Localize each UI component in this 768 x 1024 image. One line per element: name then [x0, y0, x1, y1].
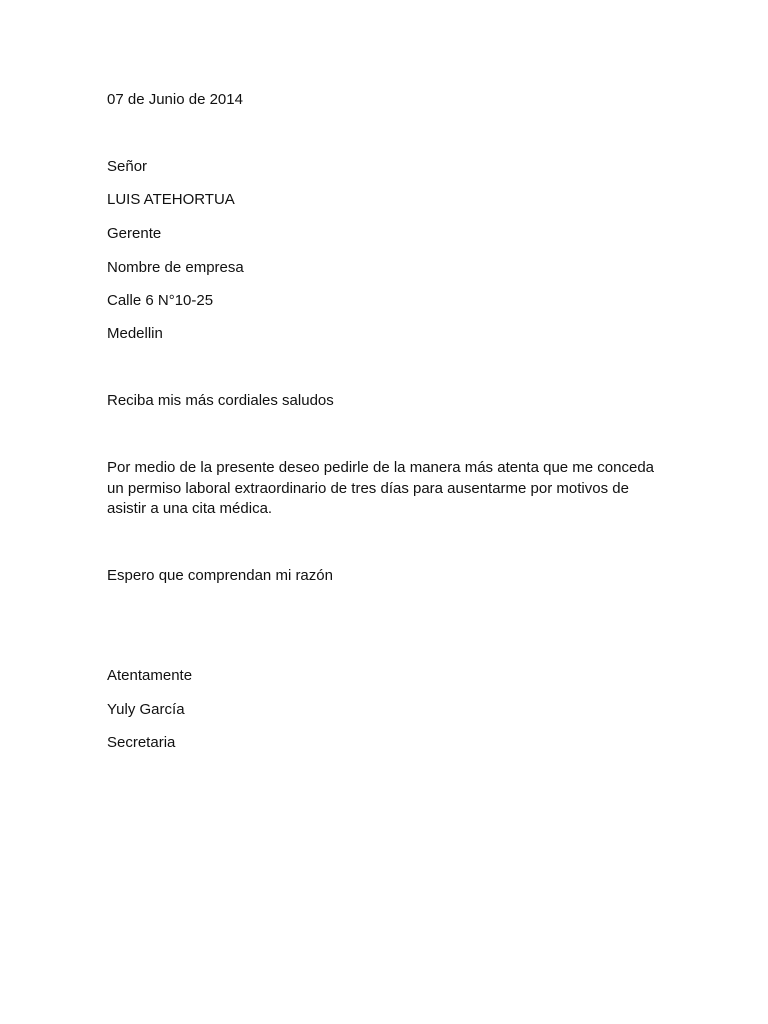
body-line: asistir a una cita médica.	[107, 500, 273, 517]
recipient-city: Medellin	[107, 325, 163, 342]
recipient-address: Calle 6 N°10-25	[107, 292, 214, 309]
recipient-name: LUIS ATEHORTUA	[107, 191, 235, 208]
body-line: un permiso laboral extraordinario de tres días para ausentarme por motivos de	[107, 479, 629, 497]
letter-signoff: Atentamente	[107, 667, 193, 684]
recipient-company: Nombre de empresa	[107, 259, 244, 276]
closing-statement: Espero que comprendan mi razón	[107, 567, 333, 584]
recipient-title: Señor	[107, 158, 148, 175]
letter-date: 07 de Junio de 2014	[107, 91, 243, 108]
sender-name: Yuly García	[107, 701, 185, 718]
letter-body	[107, 458, 667, 520]
sender-position: Secretaria	[107, 734, 176, 751]
body-line: Por medio de la presente deseo pedirle de la manera más atenta que me conceda	[107, 459, 655, 476]
letter-greeting: Reciba mis más cordiales saludos	[107, 392, 334, 409]
recipient-position: Gerente	[107, 225, 162, 242]
